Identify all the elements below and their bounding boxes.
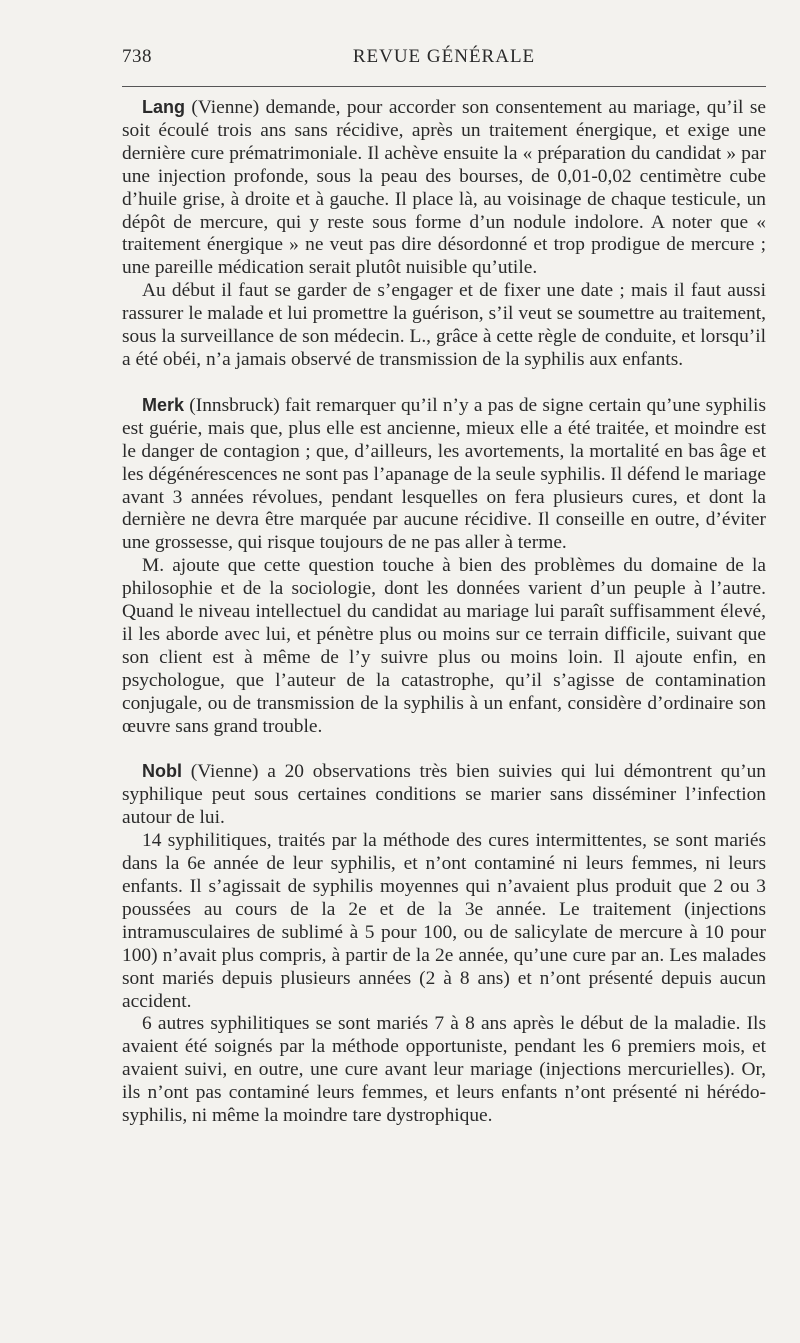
author-name: Merk bbox=[142, 394, 185, 415]
paragraph-text: (Vienne) a 20 observations très bien suivies qui lui démontrent qu’un syphilique peut sous certaines conditions se marier sans disséminer l’infection autour de lui. bbox=[122, 761, 766, 829]
running-title: REVUE GÉNÉRALE bbox=[352, 46, 536, 67]
paragraph bbox=[122, 280, 766, 372]
article-body bbox=[122, 96, 766, 1128]
paragraph-text: 6 autres syphilitiques se sont mariés 7 à 8 ans après le début de la maladie. Ils avaient été soignés par la méthode opportuniste, pendant les 6 premiers mois, et avaient suivi, en outre, une cure avant leur mariage (injections mercurielles). Or, ils n’ont pas contaminé leurs femmes, et leurs enfants n’ont présenté ni hérédo-syphilis, ni même la moindre tare dystrophique. bbox=[122, 1013, 766, 1127]
paragraph-text: Au début il faut se garder de s’engager et de fixer une date ; mais il faut aussi rassurer le malade et lui promettre la guérison, s’il veut se soumettre au traitement, sous la surveillance de son médecin. L., grâce à cette règle de conduite, et lorsqu’il a été obéi, n’a jamais observé de transmission de la syphilis aux enfants. bbox=[122, 280, 766, 370]
page-number: 738 bbox=[122, 46, 152, 67]
paragraph-text: (Vienne) demande, pour accorder son consentement au mariage, qu’il se soit écoulé trois ans sans récidive, après un traitement énergique, et exige une dernière cure prématrimoniale. Il achève ensuite la « préparation du candidat » par une injection profonde, sous la peau des bourses, de 0,01-0,02 centimètre cube d’huile grise, à droite et à gauche. Il place là, au voisinage de chaque testicule, un dépôt de mercure, qui y reste sous forme d’un nodule indolore. A noter que « traitement énergique » ne veut pas dire désordonné et trop prodigue de mercure ; une pareille médication serait plutôt nuisible qu’utile. bbox=[122, 97, 766, 279]
paragraph-text: 14 syphilitiques, traités par la méthode des cures intermittentes, se sont mariés dans la 6e année de leur syphilis, et n’ont contaminé ni leurs femmes, ni leurs enfants. Il s’agissait de syphilis moyennes qui n’avaient plus produit que 2 ou 3 poussées au cours de la 2e et de la 3e année. Le traitement (injections intramusculaires de sublimé à 5 pour 100, ou de salicylate de mercure à 10 pour 100) n’avait plus compris, à partir de la 2e année, qu’une cure par an. Les malades sont mariés depuis plusieurs années (2 à 8 ans) et n’ont présenté depuis aucun accident. bbox=[122, 830, 766, 1012]
paragraph bbox=[122, 830, 766, 1013]
author-name: Lang bbox=[142, 97, 185, 117]
paragraph bbox=[122, 555, 766, 738]
page-header bbox=[122, 46, 766, 74]
paragraph-lang bbox=[122, 96, 766, 280]
paragraph-text: (Innsbruck) fait remarquer qu’il n’y a pas de signe certain qu’une syphilis est guérie, mais que, plus elle est ancienne, mieux elle a été traitée, et moindre est le danger de contagion ; que, d’ailleurs, les avortements, la mortalité en bas âge et les dégénérescences ne sont pas l’apanage de la seule syphilis. Il défend le mariage avant 3 années révolues, pendant lesquelles on fera plusieurs cures, et dont la dernière ne devra être marquée par aucune récidive. Il conseille en outre, d’éviter une grossesse, qui risque toujours de ne pas aller à terme. bbox=[122, 394, 766, 554]
paragraph-text: M. ajoute que cette question touche à bien des problèmes du domaine de la philosophie et de la sociologie, dont les données varient d’un peuple à l’autre. Quand le niveau intellectuel du candidat au mariage lui paraît suffisamment élevé, il les aborde avec lui, et pénètre plus ou moins sur ce terrain difficile, suivant que son client est à même de l’y suivre plus ou moins loin. Il ajoute enfin, en psychologue, que l’auteur de la catastrophe, qu’il s’agisse de contamination conjugale, ou de transmission de la syphilis à un enfant, considère d’ordinaire son œuvre sans grand trouble. bbox=[122, 555, 766, 737]
author-name: Nobl bbox=[142, 761, 182, 782]
paragraph bbox=[122, 1013, 766, 1128]
paragraph-nobl bbox=[122, 760, 766, 830]
paragraph-merk bbox=[122, 394, 766, 555]
header-rule bbox=[122, 86, 766, 87]
